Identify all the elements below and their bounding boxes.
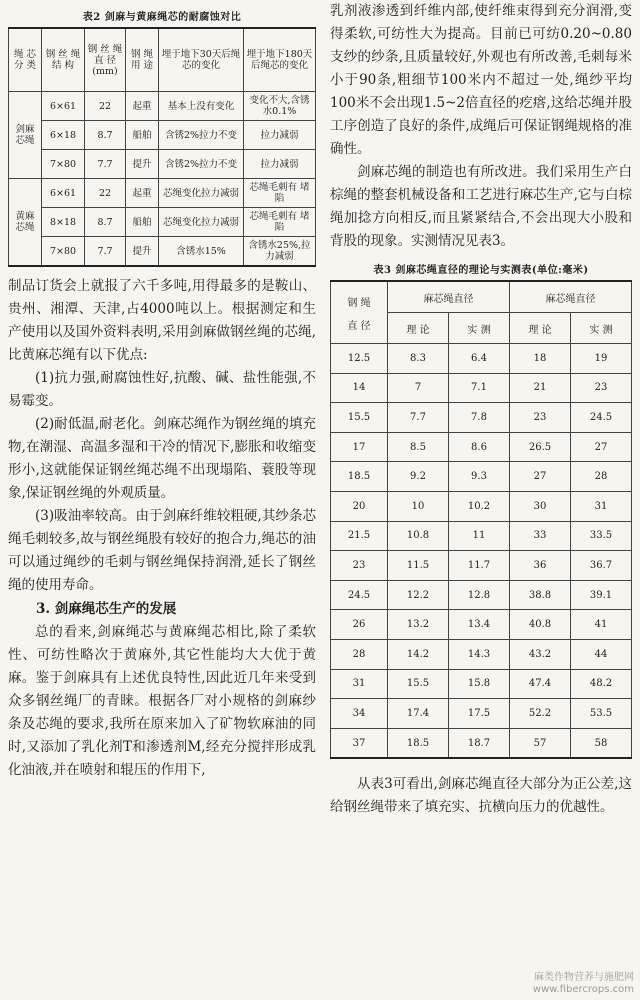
table-cell: 6×18: [42, 121, 85, 150]
body-paragraph: 乳剂液渗透到纤维内部,使纤维束得到充分润滑,变得柔软,可纺性大为提高。目前已可纺0.20~0.80支纱的纱条,且质量较好,外观也有所改善,毛刺每米小于90条,粗细节100米内不超过一处,绳纱平均100米不会出现1.5~2倍直径的疙瘩,这给芯绳并股工序创造了良好的条件,成绳后可保证钢绳规格的准确性。: [330, 3, 632, 157]
table3-sub-header: 理 论: [388, 313, 449, 344]
table-cell: 起重: [126, 179, 159, 208]
table-cell: 18.5: [331, 462, 388, 492]
table-cell: 8.3: [388, 344, 449, 374]
table-cell: 11: [449, 521, 510, 551]
table-cell: 17: [331, 432, 388, 462]
table-row: [331, 699, 632, 729]
table-cell: 12.5: [331, 344, 388, 374]
table-cell: 28: [571, 462, 632, 492]
table-cell: 7×80: [42, 150, 85, 179]
table-cell: 14: [331, 373, 388, 403]
table-cell: 7: [388, 373, 449, 403]
table2-header-cell: 钢 绳 用 途: [126, 28, 159, 92]
table-cell: 15.5: [331, 403, 388, 433]
table3-group-header-row: [331, 281, 632, 313]
table-cell: 9.3: [449, 462, 510, 492]
watermark: [533, 972, 634, 996]
table-cell: 基本上没有变化: [159, 92, 244, 121]
table2-header-cell: 埋于地下180天后绳芯的变化: [244, 28, 316, 92]
table-cell: 24.5: [571, 403, 632, 433]
table-row: [331, 728, 632, 758]
body-paragraph: (1)抗力强,耐腐蚀性好,抗酸、碱、盐性能强,不易霉变。: [8, 370, 316, 409]
table-cell: 6×61: [42, 179, 85, 208]
table2-header-cell: 埋于地下30天后绳芯的变化: [159, 28, 244, 92]
table-cell: 43.2: [510, 639, 571, 669]
table2-corrosion-comparison: [8, 27, 316, 267]
table3-group-header: 麻芯绳直径: [388, 281, 510, 313]
table-cell: 10.8: [388, 521, 449, 551]
table-row: [331, 580, 632, 610]
table-cell: 53.5: [571, 699, 632, 729]
table-cell: 31: [331, 669, 388, 699]
table2-header-cell: 钢 丝 绳 结 构: [42, 28, 85, 92]
table-cell: 37: [331, 728, 388, 758]
table3-group-header: 麻芯绳直径: [510, 281, 632, 313]
table-cell: 20: [331, 491, 388, 521]
table-cell: 28: [331, 639, 388, 669]
body-paragraph: 总的看来,剑麻绳芯与黄麻绳芯相比,除了柔软性、可纺性略次于黄麻外,其它性能均大大优于黄麻。鉴于剑麻具有上述优良特性,因此近几年来受到众多钢丝绳厂的青睐。根据各厂对小规格的剑麻纱条及芯绳的要求,我所在原来加入了矿物软麻油的同时,又添加了乳化剂T和渗透剂M,经充分搅拌形成乳化油液,并在喷射和辊压的作用下,: [8, 624, 316, 778]
table-cell: 7.1: [449, 373, 510, 403]
table-cell: 芯绳变化拉力减弱: [159, 208, 244, 237]
table-cell: 40.8: [510, 610, 571, 640]
table-cell: 8.6: [449, 432, 510, 462]
table-cell: 含锈水25%,拉力减弱: [244, 237, 316, 267]
table3-diameter-measurements: [330, 280, 632, 759]
table3-sub-header: 理 论: [510, 313, 571, 344]
table-cell: 38.8: [510, 580, 571, 610]
table-cell: 起重: [126, 92, 159, 121]
table-cell: 27: [571, 432, 632, 462]
table-cell: 含锈2%拉力不变: [159, 121, 244, 150]
table-row: [331, 462, 632, 492]
table-row: [9, 208, 316, 237]
table-cell: 23: [571, 373, 632, 403]
table-cell: 12.2: [388, 580, 449, 610]
table3-caption: 表3 剑麻芯绳直径的理论与实测表(单位:毫米): [373, 265, 589, 276]
table-cell: 10: [388, 491, 449, 521]
table-cell: 芯绳变化拉力减弱: [159, 179, 244, 208]
table-cell: 14.2: [388, 639, 449, 669]
table3-sub-header: 实 测: [571, 313, 632, 344]
table3-corner-header: [331, 281, 388, 344]
table-cell: 18: [510, 344, 571, 374]
table-cell: 10.2: [449, 491, 510, 521]
table-cell: 7.7: [85, 150, 126, 179]
table-cell: 22: [85, 92, 126, 121]
table-cell: 7.8: [449, 403, 510, 433]
table-cell: 拉力减弱: [244, 150, 316, 179]
table-cell: 7.7: [85, 237, 126, 267]
table3-body: [331, 344, 632, 759]
table-cell: 9.2: [388, 462, 449, 492]
table-cell: 12.8: [449, 580, 510, 610]
table2-group-label: 剑麻芯绳: [9, 92, 42, 179]
table-cell: 58: [571, 728, 632, 758]
table-row: [331, 551, 632, 581]
table-row: [9, 237, 316, 267]
table-row: [331, 669, 632, 699]
table-cell: 31: [571, 491, 632, 521]
right-column: [330, 0, 632, 819]
table-cell: 36.7: [571, 551, 632, 581]
table-cell: 23: [510, 403, 571, 433]
table-cell: 6.4: [449, 344, 510, 374]
table-cell: 33: [510, 521, 571, 551]
table-cell: 船舶: [126, 208, 159, 237]
body-paragraph: 制品订货会上就报了六千多吨,用得最多的是鞍山、贵州、湘潭、天津,占4000吨以上。根据测定和生产使用以及国外资料表明,采用剑麻做钢丝绳的芯绳,比黄麻芯绳有以下优点:: [8, 278, 316, 363]
table-row: [9, 179, 316, 208]
table3-corner-label-top: 钢 绳: [347, 297, 371, 309]
table-cell: 8.7: [85, 208, 126, 237]
table-cell: 26: [331, 610, 388, 640]
table-cell: 船舶: [126, 121, 159, 150]
table-cell: 22: [85, 179, 126, 208]
table-cell: 18.5: [388, 728, 449, 758]
table-cell: 11.7: [449, 551, 510, 581]
table-cell: 17.4: [388, 699, 449, 729]
table-cell: 39.1: [571, 580, 632, 610]
table2-caption: 表2 剑麻与黄麻绳芯的耐腐蚀对比: [82, 12, 242, 23]
table-row: [331, 610, 632, 640]
table3-corner-label-bottom: 直 径: [347, 320, 371, 332]
table-cell: 36: [510, 551, 571, 581]
table-cell: 13.4: [449, 610, 510, 640]
table-cell: 33.5: [571, 521, 632, 551]
table-cell: 变化不大,含锈水0.1%: [244, 92, 316, 121]
table-cell: 14.3: [449, 639, 510, 669]
table-cell: 21.5: [331, 521, 388, 551]
table-row: [9, 121, 316, 150]
table-row: [9, 150, 316, 179]
table-cell: 34: [331, 699, 388, 729]
table-row: [331, 432, 632, 462]
left-column: [8, 0, 316, 782]
table-row: [9, 92, 316, 121]
table-cell: 44: [571, 639, 632, 669]
body-paragraph: (3)吸油率较高。由于剑麻纤维较粗硬,其纱条芯绳毛刺较多,故与钢丝绳股有较好的抱合力,绳芯的油可以通过绳纱的毛刺与钢丝绳保持润滑,延长了钢丝绳的使用寿命。: [8, 508, 316, 593]
table-cell: 含锈水15%: [159, 237, 244, 267]
table2-header-cell: 钢 丝 绳 直 径 (mm): [85, 28, 126, 92]
body-paragraph: 剑麻芯绳的制造也有所改进。我们采用生产白棕绳的整套机械设备和工艺进行麻芯生产,它与白棕绳加捻方向相反,而且紧紧结合,不会出现大小股和背股的现象。实测情况见表3。: [330, 164, 632, 249]
table-cell: 41: [571, 610, 632, 640]
table-cell: 芯绳毛刺有 堵 陷: [244, 179, 316, 208]
table3-sub-header: 实 测: [449, 313, 510, 344]
table-cell: 7.7: [388, 403, 449, 433]
table-cell: 21: [510, 373, 571, 403]
table-cell: 8×18: [42, 208, 85, 237]
table-cell: 26.5: [510, 432, 571, 462]
table-row: [331, 521, 632, 551]
table-cell: 含锈2%拉力不变: [159, 150, 244, 179]
table-row: [331, 639, 632, 669]
table-cell: 8.5: [388, 432, 449, 462]
table-cell: 27: [510, 462, 571, 492]
section-heading: 3. 剑麻绳芯生产的发展: [36, 601, 177, 617]
table-cell: 13.2: [388, 610, 449, 640]
table-row: [331, 491, 632, 521]
table2-header-cell: 绳 芯 分 类: [9, 28, 42, 92]
table-cell: 15.5: [388, 669, 449, 699]
table-cell: 芯绳毛刺有 堵 陷: [244, 208, 316, 237]
table-row: [331, 373, 632, 403]
table-cell: 48.2: [571, 669, 632, 699]
table2-header-row: [9, 28, 316, 92]
table-cell: 6×61: [42, 92, 85, 121]
table-cell: 15.8: [449, 669, 510, 699]
table-cell: 提升: [126, 237, 159, 267]
watermark-site-name: 麻类作物营养与施肥网: [534, 972, 634, 983]
table-cell: 8.7: [85, 121, 126, 150]
table2-group-label: 黄麻芯绳: [9, 179, 42, 267]
body-paragraph: (2)耐低温,耐老化。剑麻芯绳作为钢丝绳的填充物,在潮湿、高温多湿和干冷的情况下,膨胀和收缩变形小,这就能保证钢丝绳芯绳不出现塌陷、蓑股等现象,保证钢丝绳的外观质量。: [8, 416, 316, 501]
table-row: [331, 344, 632, 374]
table-row: [331, 403, 632, 433]
table-cell: 17.5: [449, 699, 510, 729]
body-paragraph: 从表3可看出,剑麻芯绳直径大部分为正公差,这给钢丝绳带来了填充实、抗横向压力的优越性。: [330, 776, 632, 816]
table-cell: 24.5: [331, 580, 388, 610]
table-cell: 23: [331, 551, 388, 581]
table-cell: 19: [571, 344, 632, 374]
table-cell: 11.5: [388, 551, 449, 581]
table-cell: 18.7: [449, 728, 510, 758]
table-cell: 57: [510, 728, 571, 758]
watermark-url: www.fibercrops.com: [532, 984, 634, 995]
table-cell: 47.4: [510, 669, 571, 699]
table-cell: 30: [510, 491, 571, 521]
table-cell: 拉力减弱: [244, 121, 316, 150]
table-cell: 7×80: [42, 237, 85, 267]
table-cell: 52.2: [510, 699, 571, 729]
table-cell: 提升: [126, 150, 159, 179]
